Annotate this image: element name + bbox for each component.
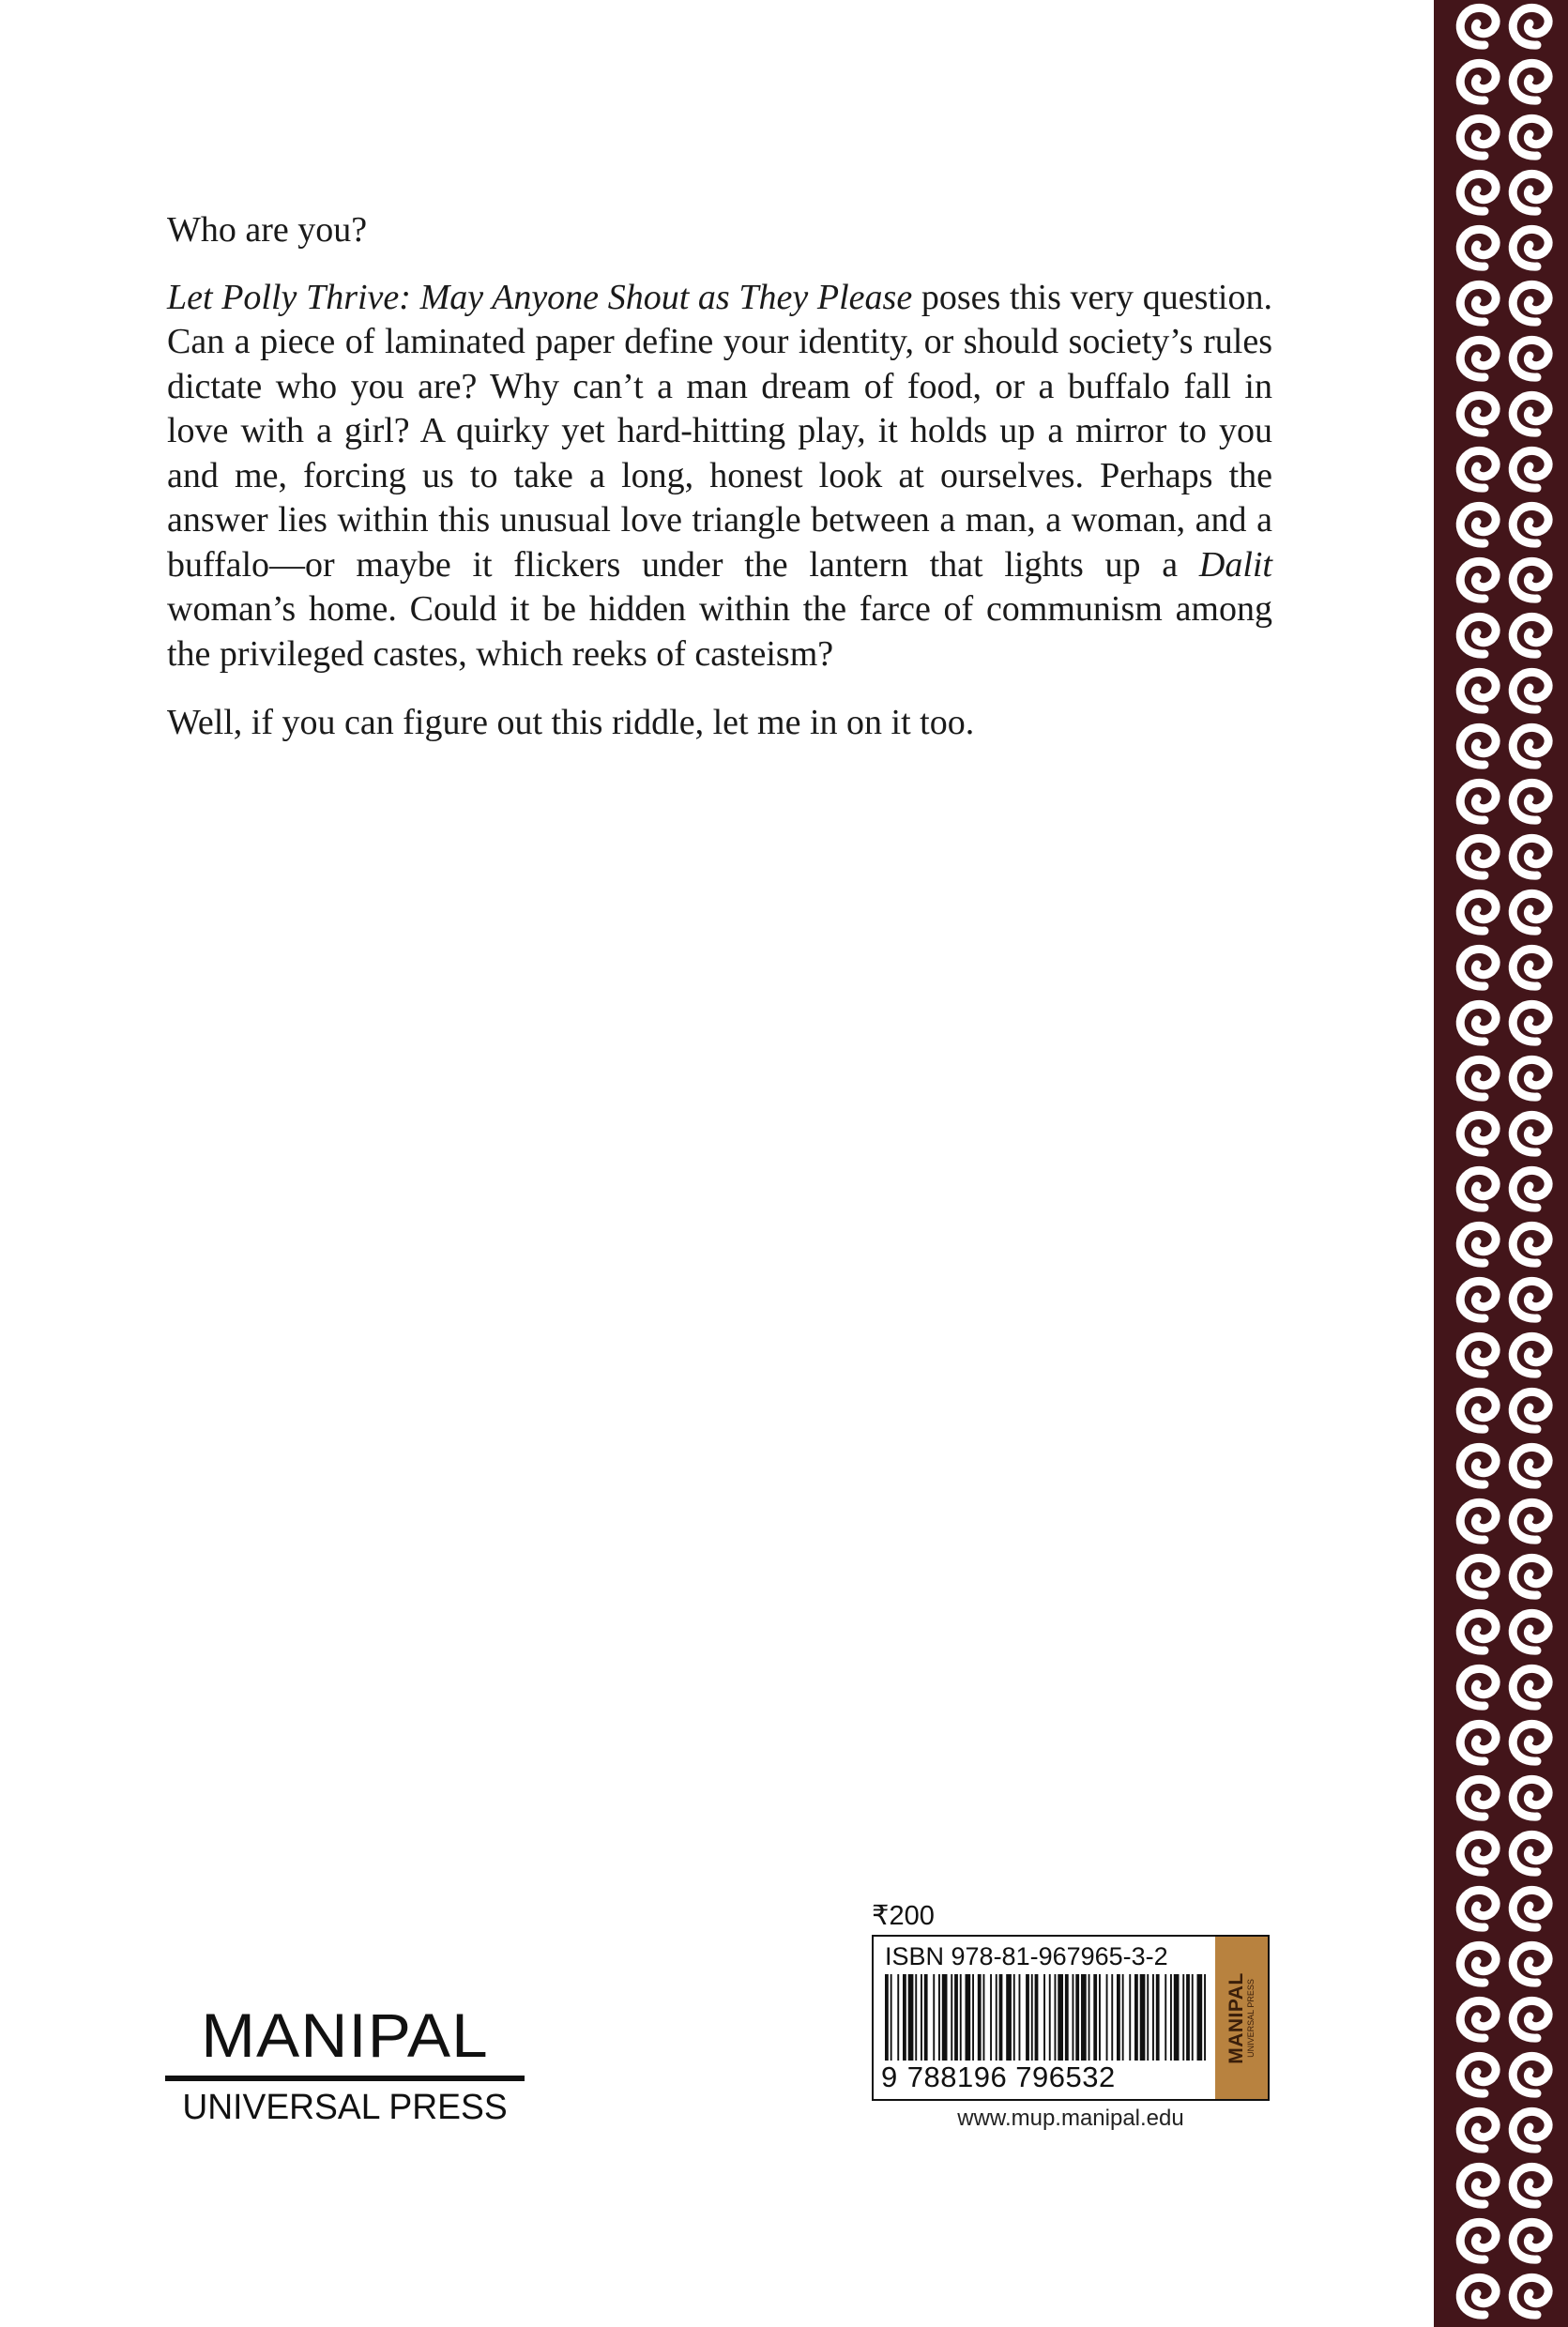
dalit-term: Dalit xyxy=(1198,544,1272,585)
barcode-bar xyxy=(1170,1974,1172,2061)
barcode-bar xyxy=(1031,1974,1033,2061)
barcode-bar xyxy=(1065,1974,1069,2061)
barcode-bar xyxy=(983,1974,985,2061)
publisher-badge-text xyxy=(1226,1972,1256,2064)
barcode-bar xyxy=(1129,1974,1131,2061)
barcode-bar xyxy=(1073,1974,1074,2061)
barcode-bar xyxy=(978,1974,982,2061)
barcode-bar xyxy=(951,1974,952,2061)
barcode-bar xyxy=(1174,1974,1180,2061)
barcode-bar xyxy=(1049,1974,1051,2061)
barcode-icon xyxy=(885,1974,1213,2061)
barcode-digit-first: 9 xyxy=(881,2061,898,2093)
barcode-bar xyxy=(1111,1974,1113,2061)
publisher-website: www.mup.manipal.edu xyxy=(957,2106,1184,2131)
blurb-closing: Well, if you can figure out this riddle, let me in on it too. xyxy=(167,703,975,742)
isbn-label: ISBN 978-81-967965-3-2 xyxy=(885,1942,1168,1970)
publisher-badge xyxy=(1215,1937,1268,2099)
barcode-bar xyxy=(1117,1974,1120,2061)
barcode-bar xyxy=(1088,1974,1090,2061)
barcode-bar xyxy=(1043,1974,1045,2061)
barcode-bar xyxy=(933,1974,935,2061)
barcode-bar xyxy=(1019,1974,1021,2061)
barcode-bar xyxy=(1106,1974,1108,2061)
barcode-bar xyxy=(1140,1974,1146,2061)
barcode-bar xyxy=(891,1974,892,2061)
barcode-bar xyxy=(1156,1974,1160,2061)
barcode-bar xyxy=(908,1974,914,2061)
blurb-main-paragraph xyxy=(167,276,1272,677)
barcode-bar xyxy=(885,1974,889,2061)
barcode-bar xyxy=(1186,1974,1190,2061)
barcode-bar xyxy=(1081,1974,1087,2061)
barcode-bar xyxy=(1075,1974,1079,2061)
barcode-bar xyxy=(1058,1974,1063,2061)
blurb-text-part1: poses this very question. Can a piece of laminated paper define your identity, or should society’s rules dictate who you are? Why can’t a man dream of food, or a buffalo fall in love with a girl? A quirky yet hard-hitting play, it holds up a mirror to you and me, forcing us to take a long, honest look at ourselves. Perhaps the answer lies within this unusual love triangle between a man, a woman, and a buffalo—or maybe it flickers under the lantern that lights up a xyxy=(167,277,1272,585)
barcode-bar xyxy=(1006,1974,1012,2061)
logo-subtitle: UNIVERSAL PRESS xyxy=(182,2088,508,2127)
isbn-barcode-block xyxy=(872,1935,1270,2101)
decorative-border-strip xyxy=(1434,0,1568,2327)
barcode-bar xyxy=(1093,1974,1097,2061)
barcode-bar xyxy=(1026,1974,1029,2061)
barcode-bar xyxy=(954,1974,958,2061)
barcode-bar xyxy=(942,1974,948,2061)
logo-rule xyxy=(165,2076,525,2081)
barcode-bar xyxy=(1035,1974,1039,2061)
barcode-bar xyxy=(915,1974,917,2061)
barcode-bar xyxy=(924,1974,928,2061)
blurb-opening: Who are you? xyxy=(167,210,368,250)
barcode-bar xyxy=(1197,1974,1203,2061)
barcode-bar xyxy=(938,1974,940,2061)
barcode-bar xyxy=(960,1974,962,2061)
price-label: ₹200 xyxy=(872,1901,935,1931)
barcode-bar xyxy=(966,1974,971,2061)
barcode-bar xyxy=(1204,1974,1206,2061)
back-cover-blurb xyxy=(167,208,1272,746)
publisher-logo xyxy=(165,2000,525,2127)
barcode-bar xyxy=(921,1974,922,2061)
book-title: Let Polly Thrive: May Anyone Shout as They Please xyxy=(167,277,913,317)
barcode-bar xyxy=(1134,1974,1138,2061)
barcode-digits xyxy=(881,2061,1116,2094)
barcode-bar xyxy=(1055,1974,1057,2061)
barcode-bar xyxy=(1182,1974,1184,2061)
wave-scroll-pattern-icon xyxy=(1434,0,1568,2327)
barcode-digits-rest: 788196 796532 xyxy=(906,2061,1116,2093)
badge-line2: UNIVERSAL PRESS xyxy=(1246,1978,1256,2058)
barcode-bar xyxy=(1192,1974,1194,2061)
barcode-bar xyxy=(903,1974,906,2061)
logo-wordmark: MANIPAL xyxy=(201,2000,489,2070)
barcode-bar xyxy=(1013,1974,1015,2061)
badge-line1: MANIPAL xyxy=(1225,1971,1247,2064)
barcode-bar xyxy=(999,1974,1003,2061)
barcode-bar xyxy=(1152,1974,1154,2061)
barcode-bar xyxy=(996,1974,997,2061)
barcode-bar xyxy=(972,1974,974,2061)
barcode-bar xyxy=(990,1974,992,2061)
barcode-bar xyxy=(1147,1974,1149,2061)
barcode-bar xyxy=(1122,1974,1124,2061)
barcode-bar xyxy=(1165,1974,1166,2061)
blurb-text-part2: woman’s home. Could it be hidden within the farce of communism among the privileged castes, which reeks of casteism? xyxy=(167,589,1272,674)
barcode-bar xyxy=(897,1974,899,2061)
barcode-bar xyxy=(1099,1974,1101,2061)
